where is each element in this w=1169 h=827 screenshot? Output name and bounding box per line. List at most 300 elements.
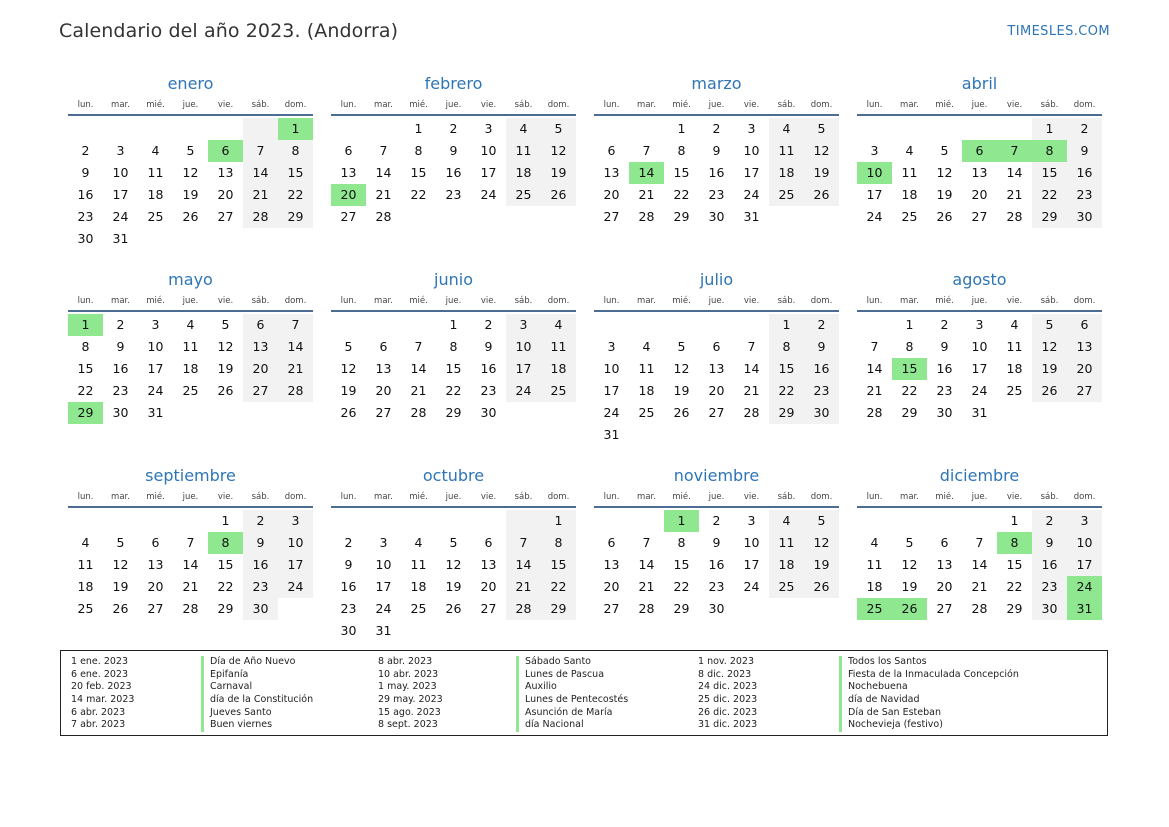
weekday-header (857, 96, 1102, 116)
day-cell: 17 (112, 187, 129, 202)
page-title: Calendario del año 2023. (Andorra) (59, 20, 399, 42)
weekday-label: vie. (480, 100, 497, 110)
month-name: agosto (952, 270, 1007, 289)
day-cell: 9 (116, 339, 125, 354)
empty-cell (1067, 402, 1102, 424)
weekday-label: jue. (445, 100, 462, 110)
month-junio (331, 268, 576, 464)
day-cell: 4 (905, 143, 914, 158)
weekday-label: mié. (935, 100, 954, 110)
weekday-header (857, 488, 1102, 508)
legend-date: 1 ene. 2023 (71, 656, 128, 667)
day-cell: 9 (1032, 532, 1067, 554)
holiday-day-cell: 10 (857, 162, 892, 184)
day-cell: 21 (182, 579, 199, 594)
day-cell: 1 (1010, 513, 1019, 528)
day-cell: 13 (936, 557, 953, 572)
day-cell: 11 (901, 165, 918, 180)
day-cell: 2 (81, 143, 90, 158)
weekday-label: vie. (1006, 100, 1023, 110)
day-cell: 19 (673, 383, 690, 398)
day-cell: 16 (243, 554, 278, 576)
weekday-label: jue. (182, 100, 199, 110)
empty-cell (366, 118, 401, 140)
day-grid (68, 510, 313, 620)
empty-cell (734, 424, 769, 446)
weekday-label: dom. (284, 100, 307, 110)
legend-date: 25 dic. 2023 (698, 694, 758, 706)
day-cell: 11 (77, 557, 94, 572)
day-cell: 25 (638, 405, 655, 420)
day-cell: 14 (410, 361, 427, 376)
empty-cell (278, 402, 313, 424)
empty-cell (243, 118, 278, 140)
day-cell: 24 (147, 383, 164, 398)
day-cell: 5 (677, 339, 686, 354)
day-cell: 1 (449, 317, 458, 332)
day-cell: 31 (603, 427, 620, 442)
day-cell: 2 (804, 314, 839, 336)
day-cell: 2 (484, 317, 493, 332)
day-cell: 17 (1067, 554, 1102, 576)
day-cell: 9 (243, 532, 278, 554)
day-cell: 29 (901, 405, 918, 420)
legend-holiday-name: Epifanía (201, 669, 313, 682)
day-cell: 27 (1067, 380, 1102, 402)
day-cell: 10 (743, 535, 760, 550)
day-cell: 5 (940, 143, 949, 158)
day-cell: 8 (677, 143, 686, 158)
day-cell: 15 (445, 361, 462, 376)
day-cell: 16 (77, 187, 94, 202)
day-cell: 14 (243, 162, 278, 184)
legend-date: 7 abr. 2023 (71, 719, 126, 731)
month-julio (594, 268, 839, 464)
day-cell: 24 (506, 380, 541, 402)
weekday-label: vie. (1006, 492, 1023, 502)
brand-link[interactable]: TIMESLES.COM (1007, 24, 1110, 39)
month-name: diciembre (939, 466, 1020, 485)
day-cell: 19 (340, 383, 357, 398)
empty-cell (629, 314, 664, 336)
day-cell: 11 (541, 336, 576, 358)
day-cell: 3 (484, 121, 493, 136)
legend-date: 6 ene. 2023 (71, 668, 128, 680)
empty-cell (594, 118, 629, 140)
day-cell: 23 (243, 576, 278, 598)
day-cell: 8 (414, 143, 423, 158)
weekday-header (594, 96, 839, 116)
month-agosto (857, 268, 1102, 464)
day-cell: 28 (743, 405, 760, 420)
empty-cell (471, 206, 506, 228)
day-cell: 23 (1032, 576, 1067, 598)
empty-cell (436, 510, 471, 532)
holiday-day-cell: 15 (892, 358, 927, 380)
day-cell: 27 (480, 601, 497, 616)
weekday-label: mar. (374, 296, 393, 306)
day-cell: 25 (506, 184, 541, 206)
day-cell: 24 (112, 209, 129, 224)
day-cell: 21 (638, 187, 655, 202)
day-cell: 7 (414, 339, 423, 354)
day-cell: 2 (116, 317, 125, 332)
day-cell: 23 (112, 383, 129, 398)
legend-date: 24 dic. 2023 (698, 681, 758, 693)
day-cell: 18 (410, 579, 427, 594)
weekday-label: vie. (217, 492, 234, 502)
day-cell: 10 (971, 339, 988, 354)
month-abril (857, 72, 1102, 268)
legend-date: 26 dic. 2023 (698, 706, 758, 718)
day-cell: 20 (1067, 358, 1102, 380)
day-cell: 20 (603, 187, 620, 202)
empty-cell (927, 510, 962, 532)
day-cell: 26 (1032, 380, 1067, 402)
day-cell: 11 (638, 361, 655, 376)
day-cell: 10 (147, 339, 164, 354)
legend-date: 8 sept. 2023 (378, 719, 438, 731)
month-name: junio (434, 270, 473, 289)
empty-cell (594, 510, 629, 532)
weekday-label: mar. (111, 100, 130, 110)
day-cell: 8 (769, 336, 804, 358)
holiday-day-cell: 8 (1032, 140, 1067, 162)
day-cell: 13 (217, 165, 234, 180)
day-cell: 24 (866, 209, 883, 224)
day-cell: 8 (449, 339, 458, 354)
day-cell: 21 (243, 184, 278, 206)
day-cell: 5 (344, 339, 353, 354)
empty-cell (103, 118, 138, 140)
holiday-day-cell: 1 (278, 118, 313, 140)
day-cell: 25 (769, 184, 804, 206)
day-cell: 12 (445, 557, 462, 572)
day-cell: 13 (340, 165, 357, 180)
weekday-label: lun. (603, 492, 620, 502)
day-cell: 9 (81, 165, 90, 180)
day-cell: 29 (217, 601, 234, 616)
day-cell: 21 (1006, 187, 1023, 202)
day-cell: 5 (1032, 314, 1067, 336)
empty-cell (401, 620, 436, 642)
day-grid (331, 510, 576, 642)
day-cell: 15 (217, 557, 234, 572)
day-cell: 27 (603, 209, 620, 224)
day-cell: 29 (673, 601, 690, 616)
day-cell: 31 (971, 405, 988, 420)
day-cell: 5 (804, 510, 839, 532)
day-cell: 12 (340, 361, 357, 376)
day-cell: 4 (541, 314, 576, 336)
weekday-header (68, 488, 313, 508)
day-cell: 24 (743, 579, 760, 594)
day-cell: 22 (1006, 579, 1023, 594)
legend-holiday-name: Asunción de María (516, 707, 628, 720)
day-cell: 22 (77, 383, 94, 398)
legend-date: 14 mar. 2023 (71, 694, 135, 706)
day-cell: 13 (603, 557, 620, 572)
legend-holiday-name: Auxilio (516, 681, 628, 694)
day-grid (857, 510, 1102, 620)
day-cell: 9 (484, 339, 493, 354)
weekday-label: lun. (77, 100, 94, 110)
day-cell: 1 (414, 121, 423, 136)
weekday-label: vie. (480, 492, 497, 502)
day-cell: 9 (344, 557, 353, 572)
weekday-label: dom. (547, 296, 570, 306)
weekday-label: jue. (971, 296, 988, 306)
empty-cell (892, 510, 927, 532)
day-cell: 27 (708, 405, 725, 420)
day-cell: 23 (708, 187, 725, 202)
day-cell: 18 (769, 162, 804, 184)
weekday-header (331, 488, 576, 508)
legend-date: 31 dic. 2023 (698, 719, 758, 731)
day-cell: 10 (506, 336, 541, 358)
empty-cell (857, 118, 892, 140)
day-cell: 7 (243, 140, 278, 162)
day-cell: 30 (936, 405, 953, 420)
empty-cell (331, 314, 366, 336)
weekday-header (68, 96, 313, 116)
legend-date: 1 nov. 2023 (698, 656, 754, 667)
weekday-label: lun. (77, 296, 94, 306)
day-grid (331, 314, 576, 424)
day-cell: 25 (1006, 383, 1023, 398)
day-cell: 7 (379, 143, 388, 158)
empty-cell (436, 620, 471, 642)
legend-holiday-name: Fiesta de la Inmaculada Concepción (839, 669, 1019, 682)
day-cell: 20 (708, 383, 725, 398)
day-cell: 22 (673, 187, 690, 202)
empty-cell (857, 314, 892, 336)
day-cell: 6 (379, 339, 388, 354)
day-cell: 18 (769, 554, 804, 576)
day-cell: 14 (278, 336, 313, 358)
day-cell: 5 (449, 535, 458, 550)
empty-cell (997, 118, 1032, 140)
day-cell: 30 (708, 601, 725, 616)
day-cell: 6 (151, 535, 160, 550)
empty-cell (401, 510, 436, 532)
day-cell: 12 (541, 140, 576, 162)
day-cell: 11 (182, 339, 199, 354)
month-name: julio (699, 270, 734, 289)
empty-cell (331, 510, 366, 532)
weekday-label: vie. (1006, 296, 1023, 306)
weekday-label: sáb. (514, 492, 533, 502)
day-cell: 25 (410, 601, 427, 616)
day-cell: 26 (541, 184, 576, 206)
day-cell: 8 (677, 535, 686, 550)
day-cell: 15 (673, 557, 690, 572)
weekday-label: jue. (971, 100, 988, 110)
holiday-day-cell: 1 (664, 510, 699, 532)
weekday-label: sáb. (1040, 100, 1059, 110)
day-cell: 22 (541, 576, 576, 598)
day-cell: 24 (743, 187, 760, 202)
month-mayo (68, 268, 313, 464)
empty-cell (769, 598, 804, 620)
legend-holiday-name: Lunes de Pascua (516, 669, 628, 682)
empty-cell (173, 510, 208, 532)
day-cell: 23 (77, 209, 94, 224)
weekday-label: mié. (409, 100, 428, 110)
day-cell: 16 (445, 165, 462, 180)
weekday-label: vie. (480, 296, 497, 306)
day-cell: 5 (804, 118, 839, 140)
day-cell: 28 (506, 598, 541, 620)
day-cell: 17 (375, 579, 392, 594)
empty-cell (331, 118, 366, 140)
day-cell: 26 (673, 405, 690, 420)
day-cell: 29 (541, 598, 576, 620)
day-cell: 18 (506, 162, 541, 184)
month-marzo (594, 72, 839, 268)
empty-cell (927, 118, 962, 140)
holiday-legend (60, 650, 1108, 736)
day-cell: 31 (375, 623, 392, 638)
day-cell: 22 (769, 380, 804, 402)
weekday-label: vie. (217, 100, 234, 110)
day-cell: 1 (769, 314, 804, 336)
day-cell: 15 (769, 358, 804, 380)
day-cell: 17 (866, 187, 883, 202)
day-cell: 2 (1032, 510, 1067, 532)
day-cell: 4 (642, 339, 651, 354)
day-cell: 17 (147, 361, 164, 376)
day-cell: 27 (340, 209, 357, 224)
day-cell: 26 (340, 405, 357, 420)
weekday-label: mié. (935, 296, 954, 306)
day-cell: 28 (638, 209, 655, 224)
legend-date: 1 may. 2023 (378, 681, 437, 693)
day-cell: 8 (278, 140, 313, 162)
day-cell: 13 (243, 336, 278, 358)
day-cell: 12 (804, 140, 839, 162)
day-cell: 11 (769, 140, 804, 162)
legend-date: 10 abr. 2023 (378, 668, 439, 680)
day-cell: 20 (147, 579, 164, 594)
month-name: septiembre (145, 466, 236, 485)
day-cell: 6 (712, 339, 721, 354)
weekday-label: dom. (284, 492, 307, 502)
empty-cell (804, 206, 839, 228)
day-cell: 26 (182, 209, 199, 224)
day-cell: 7 (870, 339, 879, 354)
legend-holiday-name: Carnaval (201, 681, 313, 694)
empty-cell (664, 424, 699, 446)
day-cell: 16 (340, 579, 357, 594)
day-cell: 17 (603, 383, 620, 398)
day-cell: 18 (638, 383, 655, 398)
weekday-label: sáb. (1040, 296, 1059, 306)
legend-date: 15 ago. 2023 (378, 706, 441, 718)
day-cell: 2 (449, 121, 458, 136)
weekday-label: mar. (374, 100, 393, 110)
day-cell: 29 (769, 402, 804, 424)
empty-cell (68, 118, 103, 140)
day-cell: 26 (804, 184, 839, 206)
weekday-label: jue. (182, 296, 199, 306)
day-cell: 25 (769, 576, 804, 598)
day-cell: 3 (278, 510, 313, 532)
day-cell: 10 (480, 143, 497, 158)
weekday-label: dom. (810, 100, 833, 110)
holiday-day-cell: 20 (331, 184, 366, 206)
month-enero (68, 72, 313, 268)
day-cell: 19 (804, 554, 839, 576)
day-cell: 23 (445, 187, 462, 202)
legend-date: 29 may. 2023 (378, 694, 443, 706)
day-cell: 13 (147, 557, 164, 572)
day-cell: 4 (1010, 317, 1019, 332)
day-cell: 30 (243, 598, 278, 620)
empty-cell (173, 228, 208, 250)
day-cell: 18 (182, 361, 199, 376)
day-cell: 7 (642, 535, 651, 550)
day-cell: 28 (971, 601, 988, 616)
day-cell: 31 (112, 231, 129, 246)
day-cell: 11 (769, 532, 804, 554)
day-cell: 6 (607, 535, 616, 550)
day-cell: 7 (186, 535, 195, 550)
day-cell: 28 (278, 380, 313, 402)
day-cell: 29 (1006, 601, 1023, 616)
day-grid (857, 314, 1102, 424)
day-cell: 28 (375, 209, 392, 224)
day-cell: 3 (607, 339, 616, 354)
day-cell: 2 (712, 121, 721, 136)
weekday-label: mié. (146, 100, 165, 110)
weekday-label: lun. (77, 492, 94, 502)
empty-cell (471, 510, 506, 532)
legend-holiday-name: día de Navidad (839, 694, 1019, 707)
day-cell: 22 (1032, 184, 1067, 206)
weekday-label: lun. (603, 100, 620, 110)
day-cell: 25 (77, 601, 94, 616)
day-grid (594, 118, 839, 228)
weekday-label: jue. (182, 492, 199, 502)
month-name: mayo (168, 270, 213, 289)
day-cell: 10 (743, 143, 760, 158)
holiday-day-cell: 8 (997, 532, 1032, 554)
weekday-label: sáb. (777, 492, 796, 502)
day-cell: 25 (182, 383, 199, 398)
months-grid (68, 72, 1103, 660)
day-cell: 10 (375, 557, 392, 572)
day-cell: 9 (712, 143, 721, 158)
month-noviembre (594, 464, 839, 660)
day-cell: 21 (638, 579, 655, 594)
day-cell: 14 (506, 554, 541, 576)
day-cell: 3 (506, 314, 541, 336)
day-cell: 19 (217, 361, 234, 376)
day-cell: 12 (217, 339, 234, 354)
day-cell: 3 (975, 317, 984, 332)
day-grid (594, 510, 839, 620)
empty-cell (243, 228, 278, 250)
day-cell: 4 (769, 118, 804, 140)
legend-holiday-name: Nochebuena (839, 681, 1019, 694)
day-cell: 12 (901, 557, 918, 572)
day-cell: 13 (708, 361, 725, 376)
legend-holiday-name: Sábado Santo (516, 656, 628, 669)
empty-cell (173, 118, 208, 140)
day-cell: 19 (901, 579, 918, 594)
day-cell: 26 (936, 209, 953, 224)
